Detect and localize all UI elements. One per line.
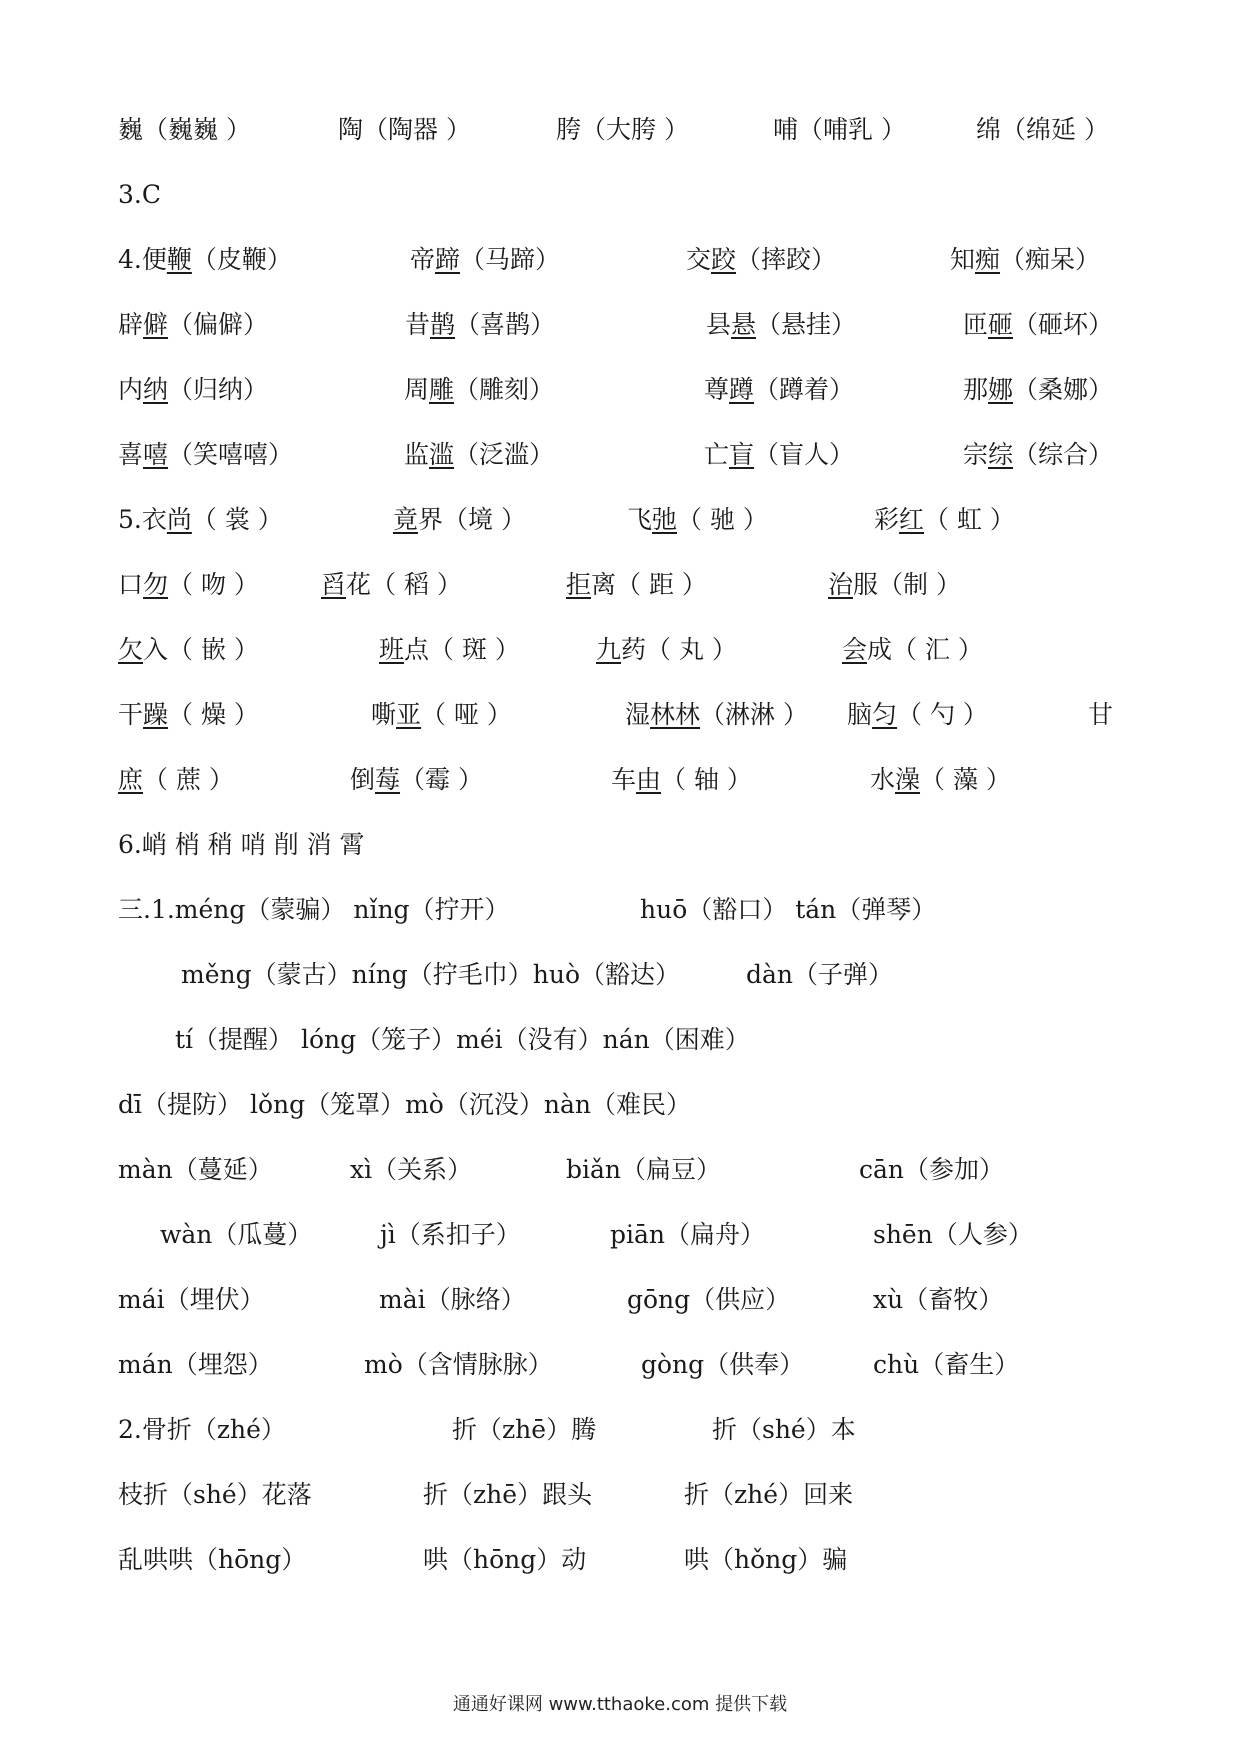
answer-item [118, 1280, 265, 1320]
text-line [0, 825, 1240, 865]
answer-item [423, 1475, 592, 1515]
text-line [0, 1345, 1240, 1385]
answer-text: 监 [404, 440, 430, 469]
underlined-char: 悬 [731, 310, 757, 339]
answer-text: huō（豁口） tán（弹琴） [640, 895, 937, 924]
answer-text: 离（ 距 ） [591, 570, 707, 599]
answer-item [160, 1215, 312, 1255]
underlined-char: 匀 [872, 700, 898, 729]
underlined-char: 莓 [375, 765, 401, 794]
underlined-char: 竟 [393, 505, 419, 534]
answer-text: 界（境 ） [418, 505, 526, 534]
answer-text: 折（zhē）腾 [452, 1415, 597, 1444]
answer-text: 辟 [118, 310, 144, 339]
underlined-char: 弛 [652, 505, 678, 534]
answer-item [350, 1150, 472, 1190]
answer-item [873, 1280, 1003, 1320]
answer-text: （ 燥 ） [168, 700, 259, 729]
answer-item [704, 370, 854, 410]
answer-item [684, 1475, 853, 1515]
answer-item [847, 695, 988, 735]
text-line [0, 1150, 1240, 1190]
answer-text: 喜 [118, 440, 144, 469]
answer-item [118, 1085, 691, 1125]
text-line [0, 175, 1240, 215]
answer-text: tí（提醒） lóng（笼子）méi（没有）nán（困难） [175, 1025, 750, 1054]
answer-text: 折（zhé）回来 [684, 1480, 854, 1509]
underlined-char: 砸 [988, 310, 1014, 339]
answer-item [873, 1345, 1019, 1385]
answer-item [364, 1345, 553, 1385]
answer-item [625, 695, 808, 735]
answer-item [379, 1280, 526, 1320]
answer-text: （ 虹 ） [924, 505, 1015, 534]
answer-text: mò（含情脉脉） [364, 1350, 553, 1379]
underlined-char: 盲 [729, 440, 755, 469]
answer-text: xù（畜牧） [873, 1285, 1004, 1314]
answer-item [706, 305, 856, 345]
answer-text: 入（ 嵌 ） [143, 635, 259, 664]
answer-item [118, 630, 259, 670]
text-line [0, 110, 1240, 150]
answer-text: 交 [686, 245, 712, 274]
answer-text: 宗 [963, 440, 989, 469]
answer-item [976, 110, 1109, 150]
answer-text: 口 [118, 570, 144, 599]
answer-text: 折（zhē）跟头 [423, 1480, 593, 1509]
answer-item [627, 500, 768, 540]
underlined-char: 滥 [429, 440, 455, 469]
text-line [0, 370, 1240, 410]
answer-item [118, 1540, 306, 1580]
underlined-char: 僻 [143, 310, 169, 339]
answer-item [842, 630, 983, 670]
text-line [0, 565, 1240, 605]
answer-text: màn（蔓延） [118, 1155, 273, 1184]
answer-item [379, 630, 520, 670]
underlined-char: 会 [842, 635, 868, 664]
answer-text: 5.衣 [118, 505, 167, 534]
answer-item [963, 370, 1113, 410]
answer-item [118, 175, 161, 215]
answer-text: （盲人） [754, 440, 855, 469]
answer-item [371, 695, 512, 735]
answer-text: （喜鹊） [455, 310, 556, 339]
answer-text: （ 勺 ） [897, 700, 988, 729]
answer-item [118, 110, 251, 150]
underlined-char: 尚 [166, 505, 192, 534]
text-line [0, 955, 1240, 995]
answer-item [338, 110, 471, 150]
underlined-char: 治 [828, 570, 854, 599]
answer-text: 匝 [963, 310, 989, 339]
text-line [0, 1410, 1240, 1450]
answer-item [321, 565, 462, 605]
underlined-char: 鹊 [430, 310, 456, 339]
answer-text: （ 吻 ） [168, 570, 259, 599]
answer-text: （ 驰 ） [677, 505, 768, 534]
answer-item [870, 760, 1011, 800]
underlined-char: 舀 [321, 570, 347, 599]
answer-item [773, 110, 906, 150]
answer-text: 知 [950, 245, 976, 274]
answer-text: （ 哑 ） [421, 700, 512, 729]
answer-item [118, 370, 268, 410]
answer-text: 昔 [405, 310, 431, 339]
answer-item [404, 435, 554, 475]
answer-text: 乱哄哄（hōng） [118, 1545, 307, 1574]
answer-text: cān（参加） [859, 1155, 1005, 1184]
text-line [0, 435, 1240, 475]
answer-text: （ 蔗 ） [143, 765, 234, 794]
underlined-char: 综 [988, 440, 1014, 469]
answer-item [684, 1540, 847, 1580]
answer-text: dàn（子弹） [746, 960, 894, 989]
text-line [0, 1540, 1240, 1580]
answer-item [704, 435, 854, 475]
answer-item [611, 760, 752, 800]
answer-item [405, 305, 555, 345]
answer-item [641, 1345, 804, 1385]
underlined-char: 澡 [895, 765, 921, 794]
answer-text: （霉 ） [400, 765, 483, 794]
answer-text: （雕刻） [454, 375, 555, 404]
answer-text: chù（畜生） [873, 1350, 1020, 1379]
answer-item [610, 1215, 765, 1255]
answer-item [950, 240, 1100, 280]
answer-text: mài（脉络） [379, 1285, 526, 1314]
answer-text: （痴呆） [1000, 245, 1101, 274]
text-line [0, 1085, 1240, 1125]
answer-text: （淋淋 ） [700, 700, 808, 729]
answer-text: shēn（人参） [873, 1220, 1033, 1249]
answer-text: 飞 [627, 505, 653, 534]
answer-text: 嘶 [371, 700, 397, 729]
answer-item [118, 695, 259, 735]
answer-item [452, 1410, 596, 1450]
answer-text: （摔跤） [736, 245, 837, 274]
answer-text: 点（ 斑 ） [404, 635, 520, 664]
answer-item [596, 630, 737, 670]
underlined-char: 亚 [396, 700, 422, 729]
answer-text: gòng（供奉） [641, 1350, 805, 1379]
underlined-char: 九 [596, 635, 622, 664]
answer-item [175, 1020, 750, 1060]
answer-item [181, 955, 680, 995]
underlined-char: 纳 [143, 375, 169, 404]
answer-item [118, 760, 234, 800]
text-line [0, 240, 1240, 280]
answer-item [686, 240, 836, 280]
answer-text: gōng（供应） [627, 1285, 791, 1314]
answer-item [566, 565, 707, 605]
answer-text: 3.C [118, 180, 161, 209]
answer-item [404, 370, 554, 410]
answer-item [746, 955, 893, 995]
answer-item [423, 1540, 586, 1580]
underlined-char: 躁 [143, 700, 169, 729]
answer-text: 彩 [874, 505, 900, 534]
underlined-char: 林林 [650, 700, 701, 729]
answer-text: jì（系扣子） [380, 1220, 521, 1249]
answer-text: （砸坏） [1013, 310, 1114, 339]
answer-text: 2.骨折（zhé） [118, 1415, 286, 1444]
text-line [0, 500, 1240, 540]
answer-text: mán（埋怨） [118, 1350, 273, 1379]
underlined-char: 雕 [429, 375, 455, 404]
answer-item [380, 1215, 521, 1255]
text-line [0, 630, 1240, 670]
answer-text: 车 [611, 765, 637, 794]
underlined-char: 勿 [143, 570, 169, 599]
answer-text: 哄（hōng）动 [423, 1545, 587, 1574]
answer-item [712, 1410, 856, 1450]
text-line [0, 305, 1240, 345]
underlined-char: 鞭 [166, 245, 192, 274]
answer-item [118, 565, 259, 605]
answer-text: （ 藻 ） [920, 765, 1011, 794]
answer-item [118, 435, 293, 475]
answer-item [393, 500, 526, 540]
text-line [0, 760, 1240, 800]
text-line [0, 695, 1240, 735]
answer-text: 成（ 汇 ） [867, 635, 983, 664]
underlined-char: 班 [379, 635, 405, 664]
answer-text: 那 [963, 375, 989, 404]
answer-text: （ 裳 ） [191, 505, 283, 534]
answer-text: 周 [404, 375, 430, 404]
answer-text: 尊 [704, 375, 730, 404]
answer-item [118, 825, 365, 865]
underlined-char: 红 [899, 505, 925, 534]
underlined-char: 拒 [566, 570, 592, 599]
text-line [0, 890, 1240, 930]
answer-text: 亡 [704, 440, 730, 469]
answer-text: piān（扁舟） [610, 1220, 766, 1249]
answer-item [350, 760, 483, 800]
answer-text: 湿 [625, 700, 651, 729]
text-line [0, 1215, 1240, 1255]
answer-text: （蹲着） [754, 375, 855, 404]
answer-text: （悬挂） [756, 310, 857, 339]
underlined-char: 娜 [988, 375, 1014, 404]
text-line [0, 1020, 1240, 1060]
answer-text: mái（埋伏） [118, 1285, 265, 1314]
answer-item [118, 890, 510, 930]
answer-text: 花（ 稻 ） [346, 570, 462, 599]
answer-text: 6.峭 梢 稍 哨 削 消 霄 [118, 830, 365, 859]
answer-text: 枝折（shé）花落 [118, 1480, 312, 1509]
answer-item [118, 1345, 273, 1385]
answer-item [874, 500, 1015, 540]
underlined-char: 痴 [975, 245, 1001, 274]
answer-item [963, 305, 1113, 345]
answer-item [859, 1150, 1004, 1190]
answer-text: 倒 [350, 765, 376, 794]
answer-item [118, 1150, 273, 1190]
underlined-char: 蹄 [435, 245, 461, 274]
answer-item [118, 500, 283, 540]
answer-text: 4.便 [118, 245, 167, 274]
answer-item [118, 1475, 312, 1515]
answer-text: （归纳） [168, 375, 269, 404]
underlined-char: 庶 [118, 765, 144, 794]
answer-text: 哺（哺乳 ） [773, 115, 906, 144]
underlined-char: 由 [636, 765, 662, 794]
answer-item [873, 1215, 1033, 1255]
answer-text: 脑 [847, 700, 873, 729]
answer-text: wàn（瓜蔓） [160, 1220, 313, 1249]
answer-text: （笑嘻嘻） [168, 440, 294, 469]
answer-item [556, 110, 689, 150]
answer-item [1088, 695, 1113, 735]
answer-text: （综合） [1013, 440, 1114, 469]
text-line [0, 1280, 1240, 1320]
answer-text: 巍（巍巍 ） [118, 115, 251, 144]
answer-text: 水 [870, 765, 896, 794]
answer-text: （马蹄） [460, 245, 561, 274]
answer-text: 内 [118, 375, 144, 404]
answer-item [118, 305, 268, 345]
underlined-char: 欠 [118, 635, 144, 664]
answer-text: 药（ 丸 ） [621, 635, 737, 664]
answer-text: （ 轴 ） [661, 765, 752, 794]
answer-text: （桑娜） [1013, 375, 1114, 404]
underlined-char: 蹲 [729, 375, 755, 404]
underlined-char: 嘻 [143, 440, 169, 469]
answer-item [627, 1280, 790, 1320]
answer-text: 甘 [1088, 700, 1114, 729]
answer-text: xì（关系） [350, 1155, 473, 1184]
footer-credit: 通通好课网 www.tthaoke.com 提供下载 [452, 1694, 788, 1715]
answer-item [640, 890, 936, 930]
answer-text: 陶（陶器 ） [338, 115, 471, 144]
answer-text: （偏僻） [168, 310, 269, 339]
text-line [0, 1475, 1240, 1515]
answer-text: 哄（hǒng）骗 [684, 1545, 848, 1574]
answer-text: 干 [118, 700, 144, 729]
underlined-char: 跤 [711, 245, 737, 274]
answer-text: 折（shé）本 [712, 1415, 856, 1444]
answer-text: měng（蒙古）níng（拧毛巾）huò（豁达） [181, 960, 681, 989]
answer-item [566, 1150, 721, 1190]
answer-item [828, 565, 961, 605]
answer-item [118, 240, 292, 280]
answer-text: 服（制 ） [853, 570, 961, 599]
answer-text: dī（提防） lǒng（笼罩）mò（沉没）nàn（难民） [118, 1090, 691, 1119]
answer-text: （皮鞭） [191, 245, 292, 274]
answer-item [118, 1410, 286, 1450]
answer-text: 胯（大胯 ） [556, 115, 689, 144]
answer-text: 帝 [410, 245, 436, 274]
answer-text: 三.1.méng（蒙骗） nǐng（拧开） [118, 895, 510, 924]
answer-item [410, 240, 560, 280]
answer-text: （泛滥） [454, 440, 555, 469]
answer-text: 绵（绵延 ） [976, 115, 1109, 144]
answer-text: 县 [706, 310, 732, 339]
answer-item [963, 435, 1113, 475]
answer-text: biǎn（扁豆） [566, 1155, 722, 1184]
